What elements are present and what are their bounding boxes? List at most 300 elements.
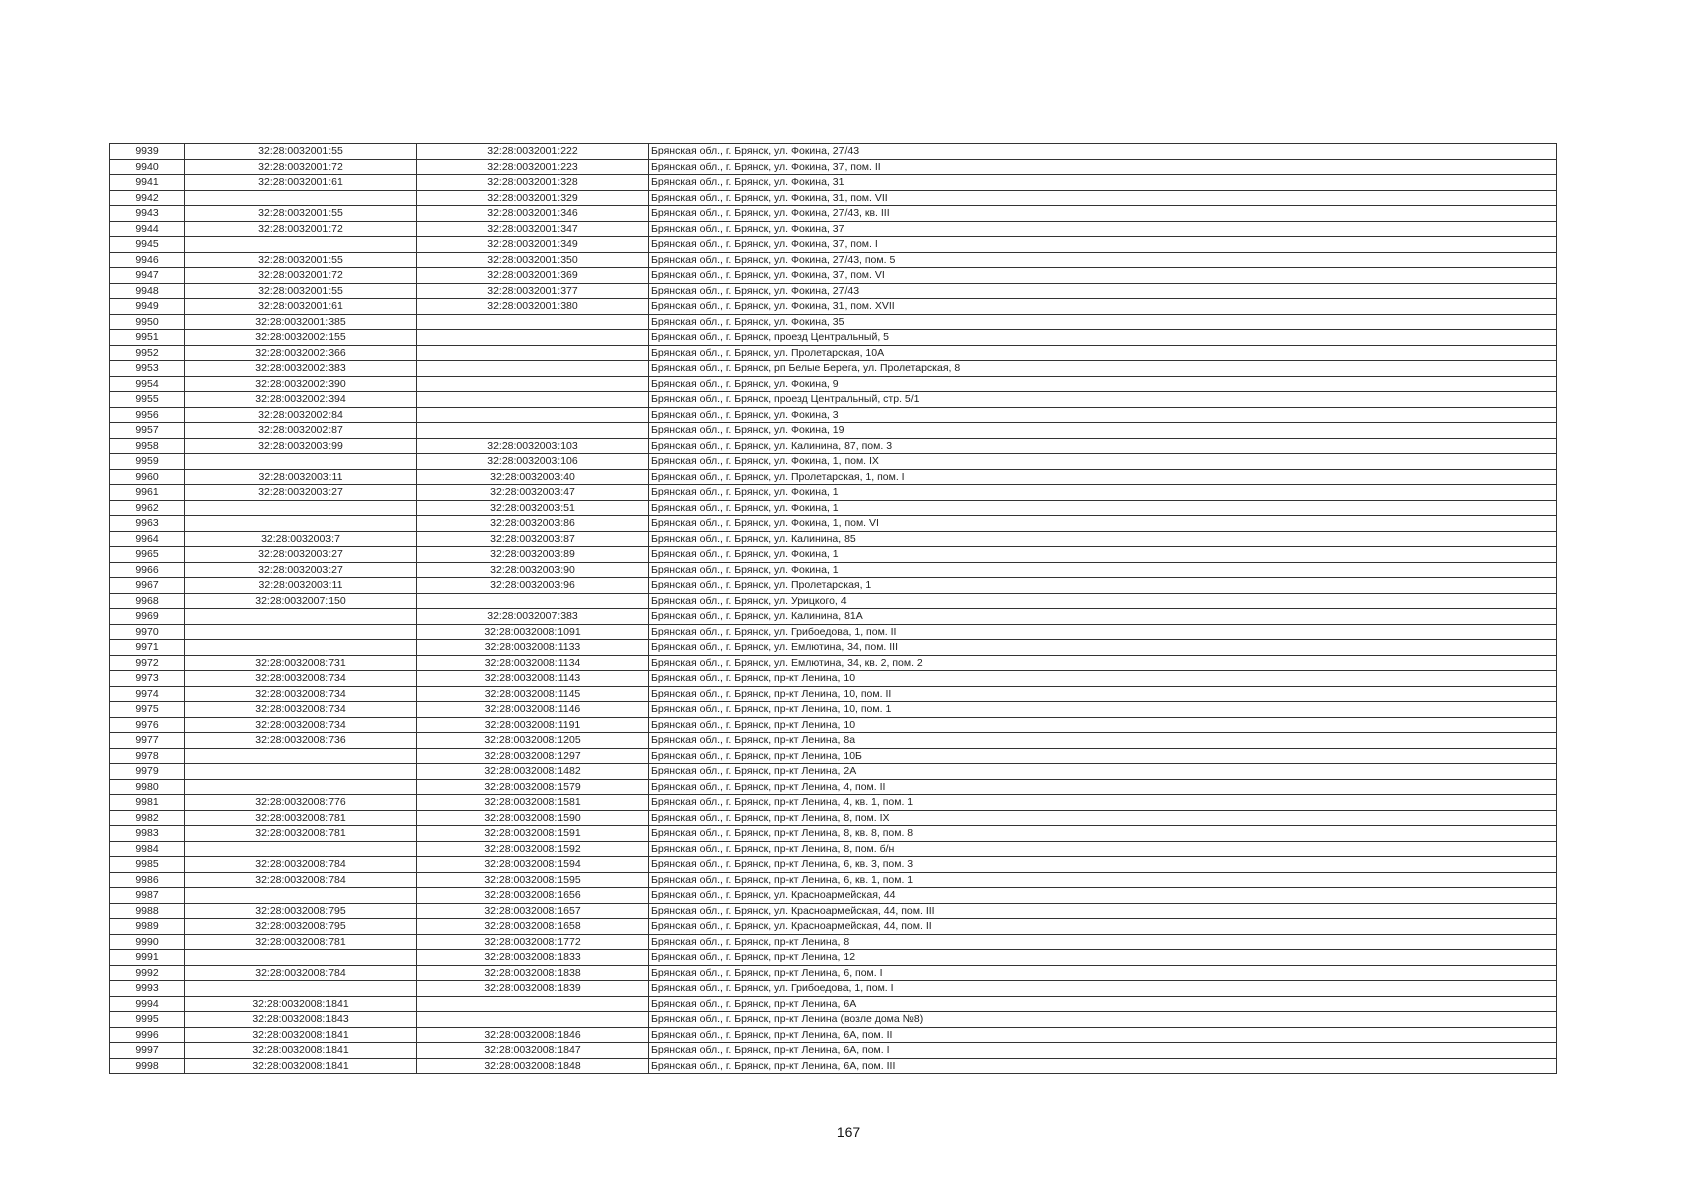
table-row <box>110 144 1557 160</box>
table-row <box>110 981 1557 997</box>
table-row <box>110 593 1557 609</box>
row-number-cell: 9966 <box>110 562 185 578</box>
table-row <box>110 159 1557 175</box>
building-cadastral-number-cell: 32:28:0032001:329 <box>417 190 649 206</box>
building-cadastral-number-cell: 32:28:0032008:1143 <box>417 671 649 687</box>
row-number-cell: 9954 <box>110 376 185 392</box>
land-cadastral-number-cell: 32:28:0032008:781 <box>185 826 417 842</box>
row-number-cell: 9969 <box>110 609 185 625</box>
land-cadastral-number-cell <box>185 454 417 470</box>
address-cell: Брянская обл., г. Брянск, ул. Фокина, 35 <box>649 314 1557 330</box>
address-cell: Брянская обл., г. Брянск, ул. Фокина, 1, пом. IX <box>649 454 1557 470</box>
table-row <box>110 283 1557 299</box>
table-row <box>110 516 1557 532</box>
table-row <box>110 345 1557 361</box>
address-cell: Брянская обл., г. Брянск, рп Белые Берега, ул. Пролетарская, 8 <box>649 361 1557 377</box>
building-cadastral-number-cell: 32:28:0032007:383 <box>417 609 649 625</box>
table-row <box>110 795 1557 811</box>
building-cadastral-number-cell: 32:28:0032008:1595 <box>417 872 649 888</box>
row-number-cell: 9973 <box>110 671 185 687</box>
building-cadastral-number-cell: 32:28:0032003:51 <box>417 500 649 516</box>
building-cadastral-number-cell: 32:28:0032008:1482 <box>417 764 649 780</box>
table-row <box>110 717 1557 733</box>
building-cadastral-number-cell: 32:28:0032003:89 <box>417 547 649 563</box>
land-cadastral-number-cell: 32:28:0032008:734 <box>185 686 417 702</box>
row-number-cell: 9957 <box>110 423 185 439</box>
building-cadastral-number-cell <box>417 392 649 408</box>
row-number-cell: 9944 <box>110 221 185 237</box>
address-cell: Брянская обл., г. Брянск, пр-кт Ленина, 12 <box>649 950 1557 966</box>
row-number-cell: 9947 <box>110 268 185 284</box>
table-row <box>110 841 1557 857</box>
land-cadastral-number-cell <box>185 237 417 253</box>
table-row <box>110 190 1557 206</box>
land-cadastral-number-cell <box>185 779 417 795</box>
row-number-cell: 9951 <box>110 330 185 346</box>
building-cadastral-number-cell: 32:28:0032003:47 <box>417 485 649 501</box>
land-cadastral-number-cell: 32:28:0032008:734 <box>185 717 417 733</box>
table-row <box>110 934 1557 950</box>
address-cell: Брянская обл., г. Брянск, пр-кт Ленина, 10Б <box>649 748 1557 764</box>
row-number-cell: 9984 <box>110 841 185 857</box>
land-cadastral-number-cell: 32:28:0032008:776 <box>185 795 417 811</box>
row-number-cell: 9949 <box>110 299 185 315</box>
address-cell: Брянская обл., г. Брянск, пр-кт Ленина, 6А, пом. I <box>649 1043 1557 1059</box>
table-row <box>110 655 1557 671</box>
address-cell: Брянская обл., г. Брянск, ул. Калинина, 81А <box>649 609 1557 625</box>
address-cell: Брянская обл., г. Брянск, ул. Фокина, 31, пом. XVII <box>649 299 1557 315</box>
address-cell: Брянская обл., г. Брянск, пр-кт Ленина, 10 <box>649 717 1557 733</box>
row-number-cell: 9980 <box>110 779 185 795</box>
address-cell: Брянская обл., г. Брянск, ул. Калинина, 87, пом. 3 <box>649 438 1557 454</box>
address-cell: Брянская обл., г. Брянск, пр-кт Ленина, 8, пом. IX <box>649 810 1557 826</box>
land-cadastral-number-cell: 32:28:0032002:84 <box>185 407 417 423</box>
building-cadastral-number-cell: 32:28:0032001:328 <box>417 175 649 191</box>
land-cadastral-number-cell: 32:28:0032001:72 <box>185 268 417 284</box>
row-number-cell: 9962 <box>110 500 185 516</box>
table-row <box>110 392 1557 408</box>
building-cadastral-number-cell: 32:28:0032003:86 <box>417 516 649 532</box>
row-number-cell: 9976 <box>110 717 185 733</box>
table-row <box>110 748 1557 764</box>
row-number-cell: 9948 <box>110 283 185 299</box>
row-number-cell: 9998 <box>110 1058 185 1074</box>
address-cell: Брянская обл., г. Брянск, пр-кт Ленина, 8 <box>649 934 1557 950</box>
land-cadastral-number-cell: 32:28:0032008:1843 <box>185 1012 417 1028</box>
land-cadastral-number-cell <box>185 516 417 532</box>
address-cell: Брянская обл., г. Брянск, пр-кт Ленина, 8, кв. 8, пом. 8 <box>649 826 1557 842</box>
table-row <box>110 1043 1557 1059</box>
address-cell: Брянская обл., г. Брянск, ул. Фокина, 19 <box>649 423 1557 439</box>
building-cadastral-number-cell: 32:28:0032008:1581 <box>417 795 649 811</box>
row-number-cell: 9985 <box>110 857 185 873</box>
address-cell: Брянская обл., г. Брянск, ул. Грибоедова, 1, пом. I <box>649 981 1557 997</box>
building-cadastral-number-cell: 32:28:0032008:1833 <box>417 950 649 966</box>
row-number-cell: 9975 <box>110 702 185 718</box>
table-row <box>110 330 1557 346</box>
address-cell: Брянская обл., г. Брянск, ул. Фокина, 1 <box>649 547 1557 563</box>
address-cell: Брянская обл., г. Брянск, ул. Пролетарская, 10А <box>649 345 1557 361</box>
table-row <box>110 903 1557 919</box>
address-cell: Брянская обл., г. Брянск, ул. Фокина, 1, пом. VI <box>649 516 1557 532</box>
address-cell: Брянская обл., г. Брянск, ул. Фокина, 1 <box>649 562 1557 578</box>
land-cadastral-number-cell <box>185 609 417 625</box>
land-cadastral-number-cell: 32:28:0032002:87 <box>185 423 417 439</box>
row-number-cell: 9958 <box>110 438 185 454</box>
land-cadastral-number-cell: 32:28:0032003:11 <box>185 469 417 485</box>
building-cadastral-number-cell: 32:28:0032003:40 <box>417 469 649 485</box>
land-cadastral-number-cell <box>185 624 417 640</box>
land-cadastral-number-cell: 32:28:0032001:61 <box>185 299 417 315</box>
row-number-cell: 9988 <box>110 903 185 919</box>
table-row <box>110 702 1557 718</box>
address-cell: Брянская обл., г. Брянск, пр-кт Ленина, 6А, пом. II <box>649 1027 1557 1043</box>
address-cell: Брянская обл., г. Брянск, ул. Красноармейская, 44 <box>649 888 1557 904</box>
building-cadastral-number-cell: 32:28:0032003:106 <box>417 454 649 470</box>
land-cadastral-number-cell <box>185 500 417 516</box>
row-number-cell: 9993 <box>110 981 185 997</box>
address-cell: Брянская обл., г. Брянск, пр-кт Ленина, 4, пом. II <box>649 779 1557 795</box>
table-row <box>110 686 1557 702</box>
table-row <box>110 376 1557 392</box>
table-row <box>110 578 1557 594</box>
table-row <box>110 1027 1557 1043</box>
land-cadastral-number-cell: 32:28:0032008:1841 <box>185 1058 417 1074</box>
address-cell: Брянская обл., г. Брянск, пр-кт Ленина, 6, пом. I <box>649 965 1557 981</box>
building-cadastral-number-cell: 32:28:0032003:90 <box>417 562 649 578</box>
building-cadastral-number-cell <box>417 593 649 609</box>
building-cadastral-number-cell: 32:28:0032008:1838 <box>417 965 649 981</box>
building-cadastral-number-cell: 32:28:0032003:96 <box>417 578 649 594</box>
building-cadastral-number-cell: 32:28:0032008:1091 <box>417 624 649 640</box>
building-cadastral-number-cell: 32:28:0032003:103 <box>417 438 649 454</box>
land-cadastral-number-cell <box>185 748 417 764</box>
row-number-cell: 9967 <box>110 578 185 594</box>
address-cell: Брянская обл., г. Брянск, ул. Фокина, 27/43 <box>649 144 1557 160</box>
table-row <box>110 1012 1557 1028</box>
table-row <box>110 407 1557 423</box>
table-row <box>110 469 1557 485</box>
table-row <box>110 872 1557 888</box>
land-cadastral-number-cell: 32:28:0032002:155 <box>185 330 417 346</box>
table-row <box>110 268 1557 284</box>
table-row <box>110 779 1557 795</box>
building-cadastral-number-cell: 32:28:0032001:222 <box>417 144 649 160</box>
row-number-cell: 9955 <box>110 392 185 408</box>
land-cadastral-number-cell <box>185 640 417 656</box>
land-cadastral-number-cell: 32:28:0032001:55 <box>185 283 417 299</box>
building-cadastral-number-cell <box>417 423 649 439</box>
land-cadastral-number-cell: 32:28:0032008:781 <box>185 810 417 826</box>
row-number-cell: 9982 <box>110 810 185 826</box>
row-number-cell: 9968 <box>110 593 185 609</box>
building-cadastral-number-cell: 32:28:0032008:1839 <box>417 981 649 997</box>
address-cell: Брянская обл., г. Брянск, ул. Фокина, 37, пом. I <box>649 237 1557 253</box>
address-cell: Брянская обл., г. Брянск, пр-кт Ленина, 8а <box>649 733 1557 749</box>
table-row <box>110 423 1557 439</box>
land-cadastral-number-cell: 32:28:0032002:390 <box>185 376 417 392</box>
building-cadastral-number-cell: 32:28:0032001:369 <box>417 268 649 284</box>
row-number-cell: 9963 <box>110 516 185 532</box>
registry-table-body <box>110 144 1557 1074</box>
land-cadastral-number-cell: 32:28:0032008:1841 <box>185 1043 417 1059</box>
building-cadastral-number-cell: 32:28:0032008:1205 <box>417 733 649 749</box>
land-cadastral-number-cell <box>185 888 417 904</box>
table-row <box>110 996 1557 1012</box>
building-cadastral-number-cell <box>417 1012 649 1028</box>
table-row <box>110 237 1557 253</box>
building-cadastral-number-cell: 32:28:0032008:1657 <box>417 903 649 919</box>
building-cadastral-number-cell: 32:28:0032008:1848 <box>417 1058 649 1074</box>
table-row <box>110 826 1557 842</box>
address-cell: Брянская обл., г. Брянск, ул. Фокина, 31, пом. VII <box>649 190 1557 206</box>
land-cadastral-number-cell: 32:28:0032002:366 <box>185 345 417 361</box>
row-number-cell: 9981 <box>110 795 185 811</box>
table-row <box>110 221 1557 237</box>
building-cadastral-number-cell: 32:28:0032008:1656 <box>417 888 649 904</box>
address-cell: Брянская обл., г. Брянск, ул. Фокина, 37, пом. II <box>649 159 1557 175</box>
address-cell: Брянская обл., г. Брянск, ул. Фокина, 1 <box>649 485 1557 501</box>
row-number-cell: 9964 <box>110 531 185 547</box>
building-cadastral-number-cell: 32:28:0032008:1133 <box>417 640 649 656</box>
land-cadastral-number-cell <box>185 764 417 780</box>
row-number-cell: 9956 <box>110 407 185 423</box>
land-cadastral-number-cell: 32:28:0032001:55 <box>185 252 417 268</box>
table-row <box>110 562 1557 578</box>
building-cadastral-number-cell: 32:28:0032008:1579 <box>417 779 649 795</box>
land-cadastral-number-cell: 32:28:0032002:394 <box>185 392 417 408</box>
page-number: 167 <box>836 1124 861 1140</box>
address-cell: Брянская обл., г. Брянск, ул. Фокина, 31 <box>649 175 1557 191</box>
land-cadastral-number-cell: 32:28:0032008:1841 <box>185 996 417 1012</box>
building-cadastral-number-cell: 32:28:0032001:347 <box>417 221 649 237</box>
row-number-cell: 9994 <box>110 996 185 1012</box>
address-cell: Брянская обл., г. Брянск, ул. Красноармейская, 44, пом. III <box>649 903 1557 919</box>
building-cadastral-number-cell: 32:28:0032008:1658 <box>417 919 649 935</box>
table-row <box>110 965 1557 981</box>
address-cell: Брянская обл., г. Брянск, пр-кт Ленина, 10, пом. II <box>649 686 1557 702</box>
row-number-cell: 9996 <box>110 1027 185 1043</box>
table-row <box>110 733 1557 749</box>
address-cell: Брянская обл., г. Брянск, ул. Фокина, 1 <box>649 500 1557 516</box>
land-cadastral-number-cell: 32:28:0032008:795 <box>185 919 417 935</box>
building-cadastral-number-cell: 32:28:0032008:1146 <box>417 702 649 718</box>
address-cell: Брянская обл., г. Брянск, пр-кт Ленина, 8, пом. б/н <box>649 841 1557 857</box>
address-cell: Брянская обл., г. Брянск, пр-кт Ленина, 10 <box>649 671 1557 687</box>
building-cadastral-number-cell: 32:28:0032008:1145 <box>417 686 649 702</box>
land-cadastral-number-cell: 32:28:0032008:734 <box>185 671 417 687</box>
row-number-cell: 9989 <box>110 919 185 935</box>
address-cell: Брянская обл., г. Брянск, ул. Емлютина, 34, кв. 2, пом. 2 <box>649 655 1557 671</box>
land-cadastral-number-cell: 32:28:0032008:1841 <box>185 1027 417 1043</box>
land-cadastral-number-cell <box>185 950 417 966</box>
building-cadastral-number-cell: 32:28:0032008:1191 <box>417 717 649 733</box>
table-row <box>110 671 1557 687</box>
row-number-cell: 9952 <box>110 345 185 361</box>
building-cadastral-number-cell <box>417 407 649 423</box>
table-row <box>110 919 1557 935</box>
table-row <box>110 206 1557 222</box>
land-cadastral-number-cell: 32:28:0032001:72 <box>185 221 417 237</box>
row-number-cell: 9974 <box>110 686 185 702</box>
building-cadastral-number-cell: 32:28:0032008:1847 <box>417 1043 649 1059</box>
land-cadastral-number-cell: 32:28:0032001:55 <box>185 144 417 160</box>
land-cadastral-number-cell: 32:28:0032008:731 <box>185 655 417 671</box>
building-cadastral-number-cell: 32:28:0032001:349 <box>417 237 649 253</box>
land-cadastral-number-cell <box>185 190 417 206</box>
land-cadastral-number-cell: 32:28:0032003:7 <box>185 531 417 547</box>
building-cadastral-number-cell: 32:28:0032001:346 <box>417 206 649 222</box>
row-number-cell: 9943 <box>110 206 185 222</box>
table-row <box>110 624 1557 640</box>
address-cell: Брянская обл., г. Брянск, проезд Центральный, стр. 5/1 <box>649 392 1557 408</box>
table-row <box>110 454 1557 470</box>
address-cell: Брянская обл., г. Брянск, ул. Пролетарская, 1 <box>649 578 1557 594</box>
row-number-cell: 9991 <box>110 950 185 966</box>
table-row <box>110 810 1557 826</box>
building-cadastral-number-cell: 32:28:0032008:1772 <box>417 934 649 950</box>
land-cadastral-number-cell: 32:28:0032001:61 <box>185 175 417 191</box>
table-row <box>110 361 1557 377</box>
address-cell: Брянская обл., г. Брянск, ул. Фокина, 37 <box>649 221 1557 237</box>
row-number-cell: 9986 <box>110 872 185 888</box>
row-number-cell: 9997 <box>110 1043 185 1059</box>
row-number-cell: 9992 <box>110 965 185 981</box>
table-row <box>110 547 1557 563</box>
building-cadastral-number-cell <box>417 314 649 330</box>
row-number-cell: 9979 <box>110 764 185 780</box>
land-cadastral-number-cell: 32:28:0032008:781 <box>185 934 417 950</box>
row-number-cell: 9987 <box>110 888 185 904</box>
row-number-cell: 9990 <box>110 934 185 950</box>
row-number-cell: 9945 <box>110 237 185 253</box>
row-number-cell: 9983 <box>110 826 185 842</box>
land-cadastral-number-cell: 32:28:0032003:99 <box>185 438 417 454</box>
row-number-cell: 9960 <box>110 469 185 485</box>
address-cell: Брянская обл., г. Брянск, ул. Фокина, 27/43, пом. 5 <box>649 252 1557 268</box>
address-cell: Брянская обл., г. Брянск, пр-кт Ленина, 2А <box>649 764 1557 780</box>
building-cadastral-number-cell: 32:28:0032001:223 <box>417 159 649 175</box>
address-cell: Брянская обл., г. Брянск, пр-кт Ленина, 6А <box>649 996 1557 1012</box>
address-cell: Брянская обл., г. Брянск, ул. Калинина, 85 <box>649 531 1557 547</box>
building-cadastral-number-cell: 32:28:0032001:380 <box>417 299 649 315</box>
table-row <box>110 764 1557 780</box>
row-number-cell: 9950 <box>110 314 185 330</box>
land-cadastral-number-cell: 32:28:0032002:383 <box>185 361 417 377</box>
row-number-cell: 9961 <box>110 485 185 501</box>
address-cell: Брянская обл., г. Брянск, пр-кт Ленина, 6, кв. 3, пом. 3 <box>649 857 1557 873</box>
address-cell: Брянская обл., г. Брянск, ул. Урицкого, 4 <box>649 593 1557 609</box>
building-cadastral-number-cell: 32:28:0032001:377 <box>417 283 649 299</box>
address-cell: Брянская обл., г. Брянск, проезд Центральный, 5 <box>649 330 1557 346</box>
row-number-cell: 9978 <box>110 748 185 764</box>
land-cadastral-number-cell: 32:28:0032003:11 <box>185 578 417 594</box>
table-row <box>110 485 1557 501</box>
building-cadastral-number-cell: 32:28:0032001:350 <box>417 252 649 268</box>
address-cell: Брянская обл., г. Брянск, ул. Грибоедова, 1, пом. II <box>649 624 1557 640</box>
address-cell: Брянская обл., г. Брянск, ул. Фокина, 27/43, кв. III <box>649 206 1557 222</box>
building-cadastral-number-cell: 32:28:0032008:1846 <box>417 1027 649 1043</box>
address-cell: Брянская обл., г. Брянск, пр-кт Ленина, 6А, пом. III <box>649 1058 1557 1074</box>
building-cadastral-number-cell: 32:28:0032008:1590 <box>417 810 649 826</box>
table-row <box>110 299 1557 315</box>
table-row <box>110 500 1557 516</box>
building-cadastral-number-cell: 32:28:0032003:87 <box>417 531 649 547</box>
land-cadastral-number-cell: 32:28:0032008:784 <box>185 872 417 888</box>
row-number-cell: 9942 <box>110 190 185 206</box>
land-cadastral-number-cell: 32:28:0032008:734 <box>185 702 417 718</box>
land-cadastral-number-cell: 32:28:0032001:385 <box>185 314 417 330</box>
address-cell: Брянская обл., г. Брянск, ул. Фокина, 3 <box>649 407 1557 423</box>
building-cadastral-number-cell <box>417 376 649 392</box>
land-cadastral-number-cell: 32:28:0032001:72 <box>185 159 417 175</box>
row-number-cell: 9972 <box>110 655 185 671</box>
land-cadastral-number-cell: 32:28:0032008:784 <box>185 857 417 873</box>
building-cadastral-number-cell <box>417 361 649 377</box>
land-cadastral-number-cell <box>185 981 417 997</box>
row-number-cell: 9941 <box>110 175 185 191</box>
row-number-cell: 9995 <box>110 1012 185 1028</box>
land-cadastral-number-cell <box>185 841 417 857</box>
land-cadastral-number-cell: 32:28:0032008:736 <box>185 733 417 749</box>
building-cadastral-number-cell <box>417 345 649 361</box>
address-cell: Брянская обл., г. Брянск, ул. Пролетарская, 1, пом. I <box>649 469 1557 485</box>
building-cadastral-number-cell: 32:28:0032008:1592 <box>417 841 649 857</box>
row-number-cell: 9970 <box>110 624 185 640</box>
table-row <box>110 1058 1557 1074</box>
land-cadastral-number-cell: 32:28:0032008:795 <box>185 903 417 919</box>
building-cadastral-number-cell: 32:28:0032008:1134 <box>417 655 649 671</box>
land-cadastral-number-cell: 32:28:0032008:784 <box>185 965 417 981</box>
address-cell: Брянская обл., г. Брянск, пр-кт Ленина, 10, пом. 1 <box>649 702 1557 718</box>
land-cadastral-number-cell: 32:28:0032003:27 <box>185 547 417 563</box>
row-number-cell: 9977 <box>110 733 185 749</box>
address-cell: Брянская обл., г. Брянск, ул. Емлютина, 34, пом. III <box>649 640 1557 656</box>
row-number-cell: 9940 <box>110 159 185 175</box>
row-number-cell: 9965 <box>110 547 185 563</box>
land-cadastral-number-cell: 32:28:0032003:27 <box>185 485 417 501</box>
table-row <box>110 950 1557 966</box>
table-row <box>110 640 1557 656</box>
address-cell: Брянская обл., г. Брянск, ул. Красноармейская, 44, пом. II <box>649 919 1557 935</box>
table-row <box>110 888 1557 904</box>
row-number-cell: 9953 <box>110 361 185 377</box>
table-row <box>110 857 1557 873</box>
building-cadastral-number-cell: 32:28:0032008:1594 <box>417 857 649 873</box>
table-row <box>110 438 1557 454</box>
land-cadastral-number-cell: 32:28:0032001:55 <box>185 206 417 222</box>
address-cell: Брянская обл., г. Брянск, пр-кт Ленина (возле дома №8) <box>649 1012 1557 1028</box>
building-cadastral-number-cell: 32:28:0032008:1297 <box>417 748 649 764</box>
building-cadastral-number-cell <box>417 330 649 346</box>
land-cadastral-number-cell: 32:28:0032003:27 <box>185 562 417 578</box>
table-row <box>110 531 1557 547</box>
table-row <box>110 252 1557 268</box>
table-row <box>110 175 1557 191</box>
address-cell: Брянская обл., г. Брянск, ул. Фокина, 27/43 <box>649 283 1557 299</box>
building-cadastral-number-cell <box>417 996 649 1012</box>
registry-table <box>109 143 1557 1074</box>
building-cadastral-number-cell: 32:28:0032008:1591 <box>417 826 649 842</box>
row-number-cell: 9971 <box>110 640 185 656</box>
row-number-cell: 9939 <box>110 144 185 160</box>
table-row <box>110 314 1557 330</box>
row-number-cell: 9946 <box>110 252 185 268</box>
address-cell: Брянская обл., г. Брянск, ул. Фокина, 9 <box>649 376 1557 392</box>
address-cell: Брянская обл., г. Брянск, пр-кт Ленина, 6, кв. 1, пом. 1 <box>649 872 1557 888</box>
address-cell: Брянская обл., г. Брянск, ул. Фокина, 37, пом. VI <box>649 268 1557 284</box>
address-cell: Брянская обл., г. Брянск, пр-кт Ленина, 4, кв. 1, пом. 1 <box>649 795 1557 811</box>
